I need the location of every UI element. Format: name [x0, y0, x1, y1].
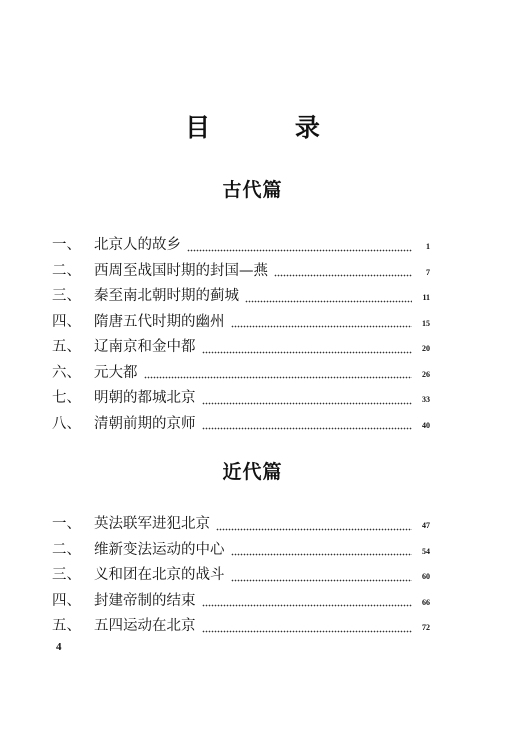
entry-page: 11 — [422, 293, 430, 302]
dot-leader — [245, 293, 412, 303]
entry-title: 维新变法运动的中心 — [94, 541, 225, 558]
toc-entry[interactable] — [52, 335, 430, 361]
entry-title: 辽南京和金中都 — [94, 339, 196, 355]
section-heading-ancient: 古代篇 — [222, 179, 283, 201]
toc-entry[interactable] — [52, 589, 430, 615]
page-title: 目 录 — [185, 113, 358, 142]
entry-page: 40 — [422, 420, 430, 430]
toc-entry[interactable] — [52, 512, 430, 538]
entry-page: 33 — [422, 395, 430, 404]
entry-page: 20 — [422, 344, 430, 353]
entry-page: 1 — [426, 242, 430, 251]
entry-number: 五、 — [52, 339, 81, 355]
dot-leader — [231, 546, 413, 556]
dot-leader — [202, 420, 413, 430]
entry-title: 英法联军进犯北京 — [94, 516, 210, 532]
entry-number: 三、 — [52, 288, 81, 304]
entry-number: 二、 — [52, 541, 81, 558]
toc-entry[interactable] — [52, 233, 430, 259]
entry-title: 隋唐五代时期的幽州 — [94, 313, 225, 330]
entry-title: 北京人的故乡 — [94, 237, 181, 253]
entry-title: 清朝前期的京师 — [94, 415, 196, 432]
entry-title: 明朝的都城北京 — [94, 390, 196, 406]
entry-title: 元大都 — [94, 364, 138, 381]
dot-leader — [231, 318, 413, 328]
entry-page: 54 — [422, 546, 430, 556]
entry-page: 26 — [422, 369, 430, 379]
toc-entry[interactable] — [52, 361, 430, 387]
entry-number: 八、 — [52, 415, 81, 432]
toc-entry[interactable] — [52, 538, 430, 564]
section-heading-modern: 近代篇 — [222, 461, 283, 483]
entry-title: 秦至南北朝时期的蓟城 — [94, 288, 239, 304]
toc-entry[interactable] — [52, 386, 430, 412]
entry-number: 五、 — [52, 618, 81, 634]
toc-list-ancient — [52, 233, 430, 437]
entry-number: 四、 — [52, 592, 81, 609]
toc-entry[interactable] — [52, 284, 430, 310]
dot-leader — [202, 344, 413, 354]
dot-leader — [216, 521, 412, 531]
toc-entry[interactable] — [52, 412, 430, 438]
dot-leader — [231, 572, 413, 582]
dot-leader — [202, 597, 413, 607]
entry-number: 六、 — [52, 364, 81, 381]
toc-entry[interactable] — [52, 563, 430, 589]
entry-number: 二、 — [52, 262, 81, 279]
entry-number: 三、 — [52, 567, 81, 583]
entry-title: 义和团在北京的战斗 — [94, 567, 225, 583]
entry-number: 七、 — [52, 390, 81, 406]
entry-page: 47 — [422, 521, 430, 530]
dot-leader — [187, 242, 412, 252]
entry-title: 西周至战国时期的封国—燕 — [94, 262, 268, 279]
toc-list-modern — [52, 512, 430, 640]
entry-page: 66 — [422, 597, 430, 607]
toc-entry[interactable] — [52, 259, 430, 285]
toc-entry[interactable] — [52, 614, 430, 640]
dot-leader — [202, 395, 413, 405]
entry-page: 60 — [422, 572, 430, 581]
dot-leader — [274, 267, 412, 277]
entry-number: 一、 — [52, 237, 81, 253]
dot-leader — [202, 623, 413, 633]
entry-title: 封建帝制的结束 — [94, 592, 196, 609]
toc-entry[interactable] — [52, 310, 430, 336]
page-number: 4 — [56, 641, 62, 653]
dot-leader — [144, 369, 413, 379]
entry-page: 7 — [426, 267, 430, 277]
entry-number: 一、 — [52, 516, 81, 532]
entry-page: 15 — [422, 318, 430, 328]
entry-page: 72 — [422, 623, 430, 632]
entry-title: 五四运动在北京 — [94, 618, 196, 634]
entry-number: 四、 — [52, 313, 81, 330]
